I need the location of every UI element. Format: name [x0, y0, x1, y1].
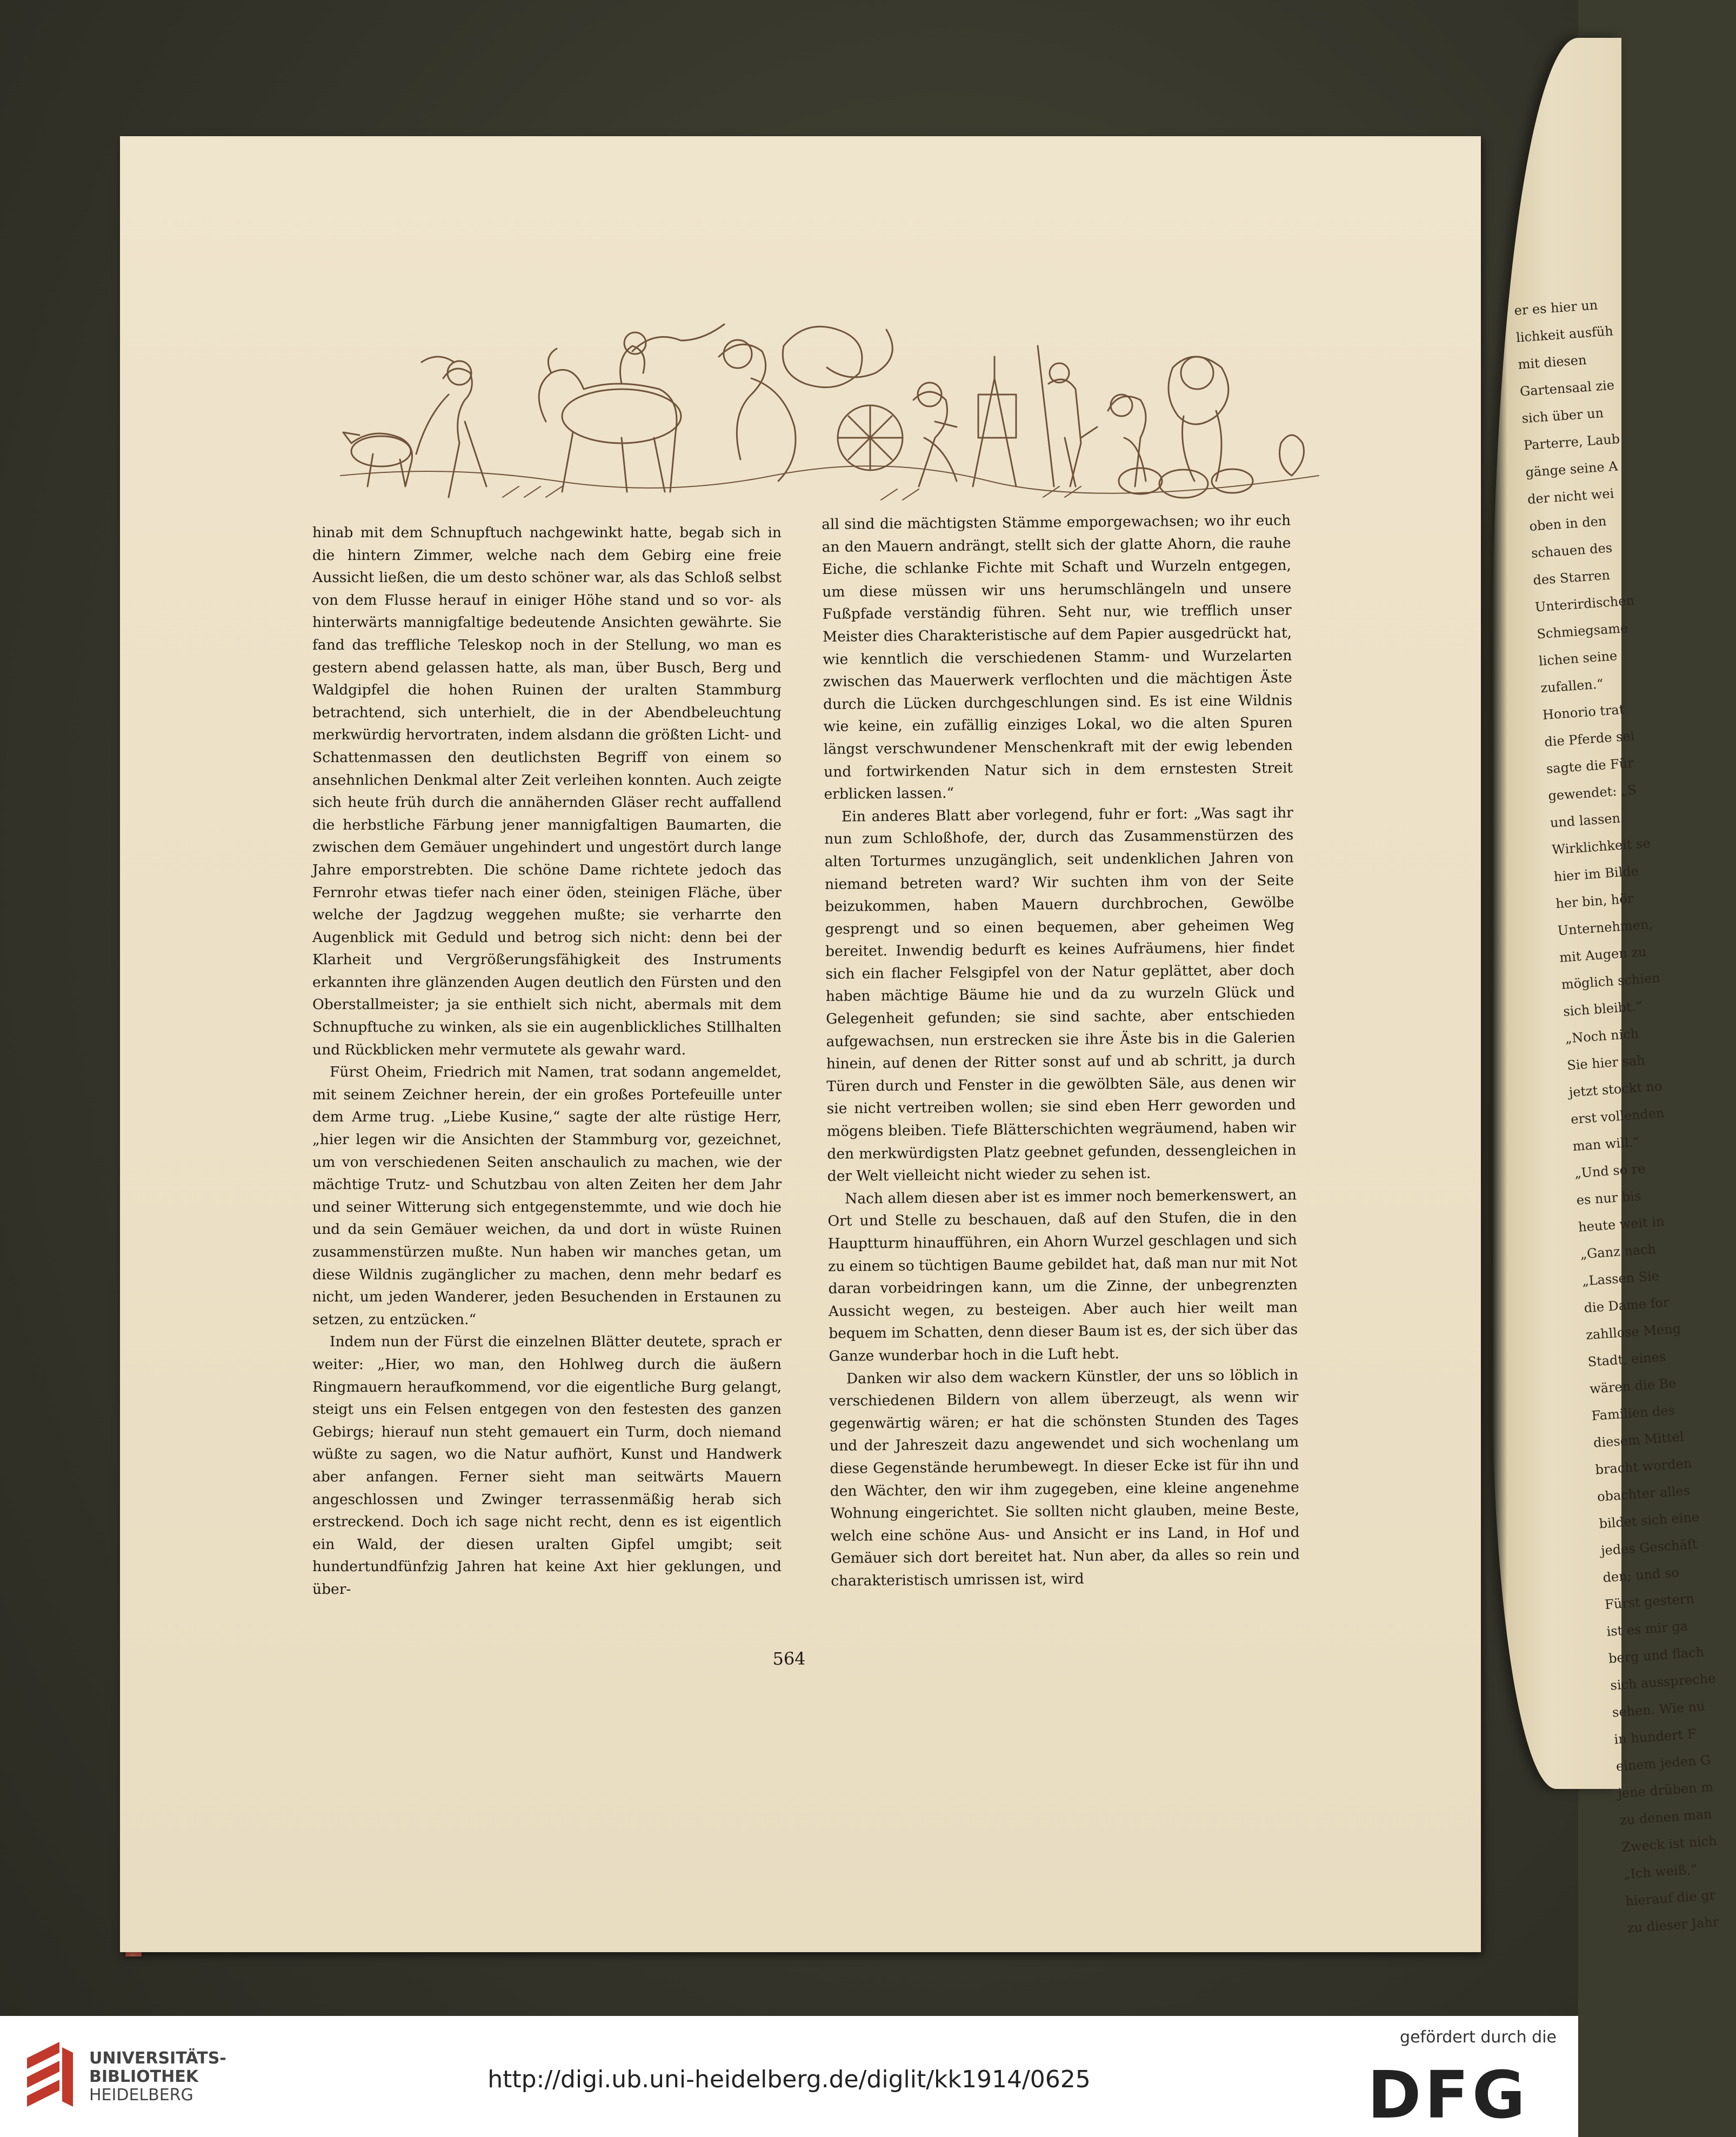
next-page-line: den; und so — [1602, 1565, 1680, 1586]
text-column-right — [822, 509, 1300, 1624]
next-page-line: Honorio trat — [1542, 702, 1625, 723]
next-page-line: Zweck ist nich — [1621, 1833, 1718, 1855]
paragraph: Fürst Oheim, Friedrich mit Namen, trat sodann angemeldet, mit seinem Zeichner herein, der ein großes Portefeuille unter dem Arme trug. „Liebe Kusine,“ sagte der alte rüstige Herr, „hier legen wir die Ansichten der Stammburg vor, gezeichnet, um von verschiedenen Seiten anschaulich zu machen, wie der mächtige Trutz- und Schutzbau von alten Zeiten her dem Jahr und seiner Witterung sich entgegenstemmte, und wie doch hie und da sein Gemäuer weichen, da und dort in wüste Ruinen zusammenstürzen mußte. Nun haben wir manches getan, um diese Wildnis zugänglicher zu machen, denn mehr bedarf es nicht, um jeden Wanderer, jeden Besuchenden in Erstaunen zu setzen, zu entzücken.“ — [312, 1064, 782, 1328]
next-page-line: Familien des — [1591, 1403, 1675, 1424]
permalink-url[interactable]: http://digi.ub.uni-heidelberg.de/diglit/kk1914/0625 — [488, 2066, 1091, 2093]
next-page-line: ist es mir ga — [1606, 1618, 1688, 1639]
funded-by-label: gefördert durch die — [1400, 2028, 1557, 2047]
text-column-left — [312, 522, 782, 1632]
next-page-line: heute weit in — [1578, 1213, 1665, 1235]
next-page-line: er es hier un — [1513, 297, 1599, 318]
institution-line-3: HEIDELBERG — [89, 2086, 193, 2105]
next-page-line: her bin, hör — [1555, 891, 1634, 912]
next-page-line: „Noch nich — [1564, 1026, 1640, 1046]
next-page-line: schauen des — [1531, 540, 1613, 561]
next-page-line: Unternehmen, — [1557, 916, 1653, 939]
next-page-line: sich bleibt.“ — [1563, 998, 1643, 1019]
next-page-line: des Starren — [1532, 567, 1611, 588]
next-page-text — [1513, 290, 1736, 1942]
next-page-line: hier im Bilde — [1553, 863, 1639, 885]
next-page-line: jedes Geschäft — [1600, 1536, 1698, 1559]
next-page-line: Unterirdischen — [1534, 592, 1635, 615]
next-page-line: Parterre, Laub — [1523, 431, 1620, 453]
institution-line-1: UNIVERSITÄTS- — [89, 2049, 226, 2068]
next-page-line: sich über un — [1521, 405, 1604, 426]
next-page-line: mit diesen — [1517, 352, 1587, 372]
next-page-line: die Dame for — [1583, 1294, 1670, 1316]
next-page-line: jetzt stockt no — [1568, 1078, 1663, 1100]
paragraph: hinab mit dem Schnupftuch nachgewinkt hatte, begab sich in die hintern Zimmer, welche nach dem Gebirg eine freie Aussicht ließen, die um desto schöner war, als das Schloß selbst von dem Flusse herauf in einiger Höhe stand und so vor- als hinterwärts mannigfaltige bedeutende Ansichten gewährte. Sie fand das treffliche Teleskop noch in der Stellung, wo man es gestern abend gelassen hatte, als man, über Busch, Berg und Waldgipfel die hohen Ruinen der uralten Stammburg betrachtend, sich unterhielt, die in der Abendbeleuchtung merkwürdig hervortraten, indem alsdann die größten Licht- und Schattenmassen den deutlichsten Begriff von einem so ansehnlichen Denkmal alter Zeit verleihen konnten. Auch zeigte sich heute früh durch die annähernden Gläser recht auffallend die herbstliche Färbung jener mannigfaltigen Baumarten, die zwischen dem Gemäuer ungehindert und ungestört durch lange Jahre emporstrebten. Die schöne Dame richtete jedoch das Fernrohr etwas tiefer nach einer öden, steinigen Fläche, über welche der Jagdzug weggehen mußte; sie verharrte den Augenblick mit Geduld und betrog sich nicht: denn bei der Klarheit und Vergrößerungsfähigkeit des Instruments erkannten ihre glänzenden Augen deutlich den Fürsten und den Oberstallmeister; ja sie enthielt sich nicht, abermals mit dem Schnupftuche zu winken, als sie ein augenblickliches Stillhalten und Rückblicken mehr vermutete als gewahr ward. — [312, 524, 782, 1058]
next-page-line: einem jeden G — [1615, 1752, 1712, 1774]
next-page-line: in hundert F — [1613, 1726, 1697, 1747]
next-page-line: man will.“ — [1572, 1134, 1640, 1154]
dfg-logo-text: DFG — [1367, 2058, 1529, 2133]
next-page-line: „Ich weiß,“ — [1623, 1861, 1698, 1882]
next-page-line: erst vollenden — [1570, 1105, 1665, 1127]
next-page-line: diesem Mittel — [1593, 1429, 1685, 1451]
next-page-line: Schmiegsame — [1536, 620, 1629, 642]
next-page-line: lichen seine — [1538, 648, 1618, 669]
next-page-line: Sie hier sah — [1566, 1052, 1646, 1073]
dfg-logo — [1367, 2058, 1557, 2133]
next-page-line: jene drüben m — [1617, 1779, 1714, 1801]
next-page-line: „Lassen Sie — [1581, 1268, 1660, 1289]
paragraph: Indem nun der Fürst die einzelnen Blätter deutete, sprach er weiter: „Hier, wo man, den Hohlweg durch die äußern Ringmauern heraufkommend, vor die eigentliche Burg gelangt, steigt uns ein Felsen entgegen von den festesten des ganzen Gebirgs; hierauf nun steht gemauert ein Turm, doch niemand wüßte zu sagen, wo die Natur aufhört, Kunst und Handwerk aber anfangen. Ferner sieht man seitwärts Mauern angeschlossen und Zwinger terrassenmäßig herab sich erstreckend. Doch ich sage nicht recht, denn es ist eigentlich ein Wald, der diesen uralten Gipfel umgibt; seit hundertundfünfzig Jahren hat keine Axt hier geklungen, und über- — [312, 1333, 782, 1598]
next-page-line: sich ausspreche — [1610, 1671, 1717, 1693]
next-page-line: oben in den — [1528, 513, 1607, 534]
next-page-line: Wirklichkeit se — [1551, 835, 1651, 858]
next-page-line: wären die Be — [1589, 1375, 1677, 1397]
next-page-line: zu dieser Jahr — [1627, 1914, 1720, 1936]
next-page-line: Gartensaal zie — [1519, 377, 1615, 399]
next-page-line: gewendet: „S — [1547, 782, 1637, 804]
next-page-line: es nur bis — [1575, 1188, 1642, 1208]
next-page-line: berg und flach — [1608, 1644, 1705, 1666]
next-page-line: die Pferde sei — [1544, 728, 1635, 750]
next-page-line: bildet sich eine — [1598, 1509, 1700, 1532]
next-page-line: der nicht wei — [1527, 485, 1615, 507]
illustration-frieze — [340, 313, 1319, 508]
next-page-line: gänge seine A — [1525, 458, 1619, 480]
next-page-line: sehen. Wie nu — [1612, 1698, 1706, 1720]
next-page-line: „Ganz nach — [1579, 1241, 1657, 1262]
paragraph: all sind die mächtigsten Stämme emporgewachsen; wo ihr euch an den Mauern andrängt, stellt sich der glatte Ahorn, die rauhe Eiche, die schlanke Fichte mit Schaft und Wurzeln entgegen, um diese müssen wir uns herumschlängeln und unsere Fußpfade verständig führen. Seht nur, wie trefflich unser Meister dies Charakteristische auf dem Papier ausgedrückt hat, wie kenntlich die verschiedenen Stamm- und Wurzelarten zwischen das Mauerwerk verflochten und die mächtigen Äste durch die Lücken durchgeschlungen sind. Es ist eine Wildnis wie keine, ein zufällig einziges Lokal, wo die alten Spuren längst verschwundener Menschenkraft mit der ewig lebenden und fortwirkenden Natur sich in dem ernstesten Streit erblicken lassen.“ — [822, 512, 1293, 803]
next-page-line: zu denen man — [1619, 1806, 1713, 1828]
next-page-line: Fürst gestern — [1604, 1591, 1695, 1613]
next-page-line: möglich schien — [1560, 970, 1661, 992]
next-page-line: und lassen — [1550, 810, 1621, 831]
next-page-line: lichkeit ausfüh — [1515, 323, 1614, 345]
next-page-line: sagte die Für — [1546, 755, 1634, 777]
next-page-line: zufallen.“ — [1540, 676, 1604, 696]
next-page-line: „Und so re — [1574, 1160, 1646, 1181]
next-page-edge — [1492, 38, 1720, 1936]
next-page-line: bracht worden — [1594, 1455, 1693, 1478]
next-page-line: Stadt, eines — [1587, 1349, 1666, 1370]
next-page-line: zahllose Meng — [1585, 1321, 1681, 1343]
page-number: 564 — [772, 1648, 806, 1669]
viewer-footer — [0, 2016, 1578, 2137]
paragraph: Danken wir also dem wackern Künstler, der uns so löblich in verschiedenen Bildern von allem überzeugt, als wenn wir gegenwärtig wären; er hat die schönsten Stunden des Tages und der Jahreszeit dazu angewendet und sich wochenlang um diese Gegenstände herumbewegt. In dieser Ecke ist für ihn und den Wächter, den wir ihm zugegeben, eine kleine angenehme Wohnung eingerichtet. Sie sollten nicht glauben, meine Beste, welch eine schöne Aus- und Ansicht er ins Land, in Hof und Gemäuer sich dort bereitet hat. Nun aber, da alles so rein und charakteristisch umrissen ist, wird — [829, 1366, 1300, 1590]
paragraph: Ein anderes Blatt aber vorlegend, fuhr er fort: „Was sagt ihr nun zum Schloßhofe, der, durch das Zusammenstürzen des alten Torturmes unzugänglich, seit undenklichen Jahren von niemand betreten ward? Wir suchten ihm von der Seite beizukommen, haben Mauern durchbrochen, Gewölbe gesprengt und so einen bequemen, aber geheimen Weg bereitet. Inwendig bedurft es keines Aufräumens, hier findet sich ein flacher Felsgipfel von der Natur geplättet, aber doch haben mächtige Bäume hie und da zu wurzeln Glück und Gelegenheit gefunden; sie sind sachte, aber entschieden aufgewachsen, nun erstrecken sie ihre Äste bis in die Galerien hinein, auf denen der Ritter sonst auf und ab schritt, ja durch Türen durch und Fenster in die gewölbten Säle, aus denen wir sie nicht vertreiben wollen; sie sind eben Herr geworden und mögens bleiben. Tiefe Blätterschichten wegräumend, haben wir den merkwürdigsten Platz geebnet gefunden, dessengleichen in der Welt vielleicht nicht wieder zu sehen ist. — [824, 804, 1297, 1185]
next-page-line: mit Augen zu — [1559, 944, 1647, 965]
next-page-line: hierauf die gr — [1625, 1887, 1716, 1909]
institution-line-2: BIBLIOTHEK — [89, 2067, 198, 2086]
next-page-line: obachter alles — [1597, 1482, 1691, 1505]
paragraph: Nach allem diesen aber ist es immer noch bemerkenswert, an Ort und Stelle zu beschauen, daß auf den Stufen, die in den Hauptturm hinaufführen, ein Ahorn Wurzel geschlagen und sich zu einem so tüchtigen Baume gebildet hat, daß man nur mit Not daran vorbeidringen kann, um die Zinne, der unbegrenzten Aussicht wegen, zu besteigen. Aber auch hier weilt man bequem im Schatten, denn dieser Baum ist es, der sich über das Ganze wunderbar hoch in die Luft hebt. — [827, 1186, 1298, 1365]
